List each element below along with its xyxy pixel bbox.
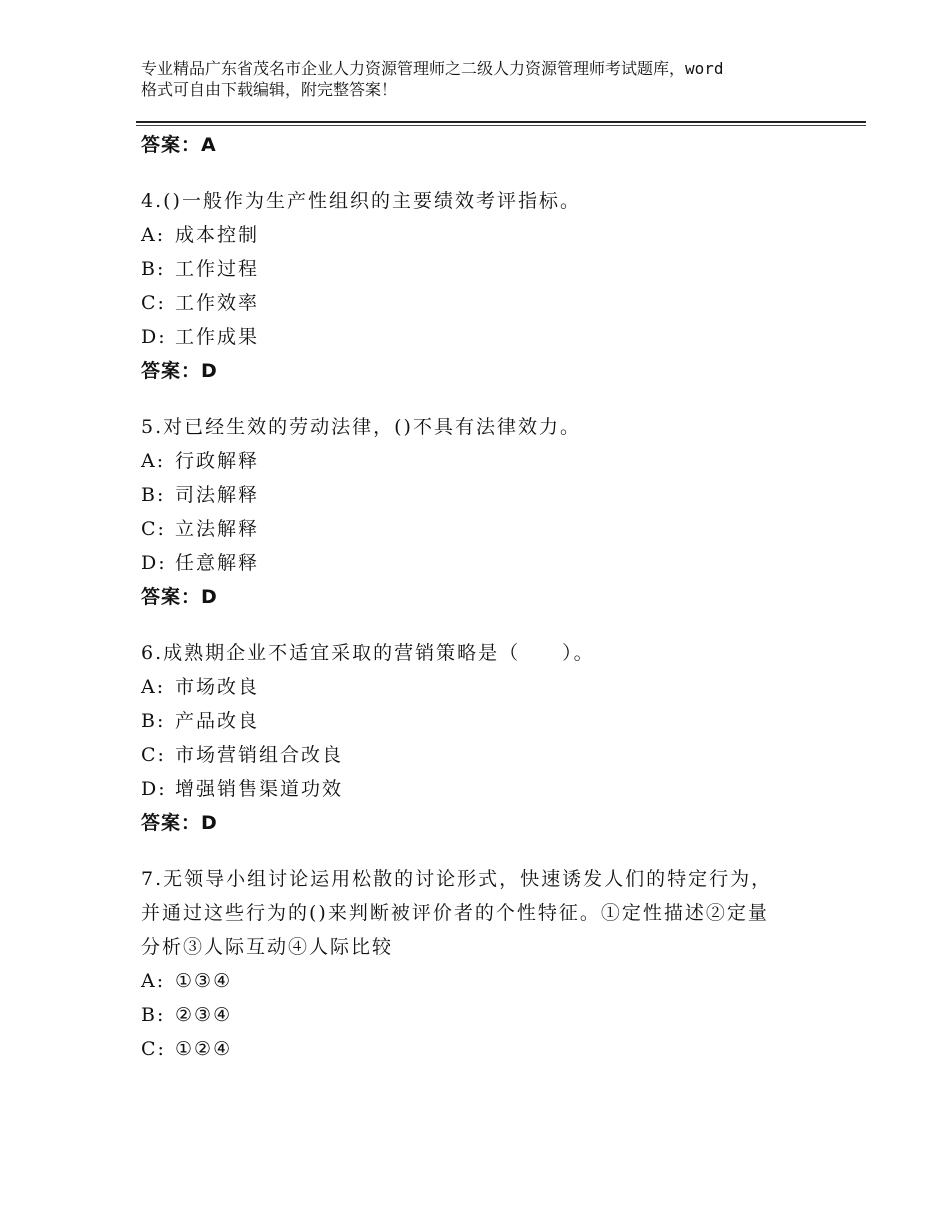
- option-key: C:: [141, 1038, 166, 1060]
- question-7: [141, 862, 841, 1066]
- option-text: ①②④: [175, 1038, 233, 1060]
- option-text: 市场营销组合改良: [175, 744, 344, 766]
- option-c: [141, 286, 841, 320]
- question-4: [141, 184, 841, 388]
- question-stem-line-2: 并通过这些行为的()来判断被评价者的个性特征。①定性描述②定量: [141, 902, 769, 924]
- question-list: [141, 128, 841, 1066]
- answer-q4: 答案：D: [141, 360, 218, 382]
- option-text: 成本控制: [175, 224, 260, 246]
- header-line-1: 专业精品广东省茂名市企业人力资源管理师之二级人力资源管理师考试题库，word: [141, 59, 724, 78]
- header-divider-thin: [136, 125, 866, 126]
- option-text: 行政解释: [175, 450, 260, 472]
- question-stem-line-1: 7.无领导小组讨论运用松散的讨论形式，快速诱发人们的特定行为，: [141, 868, 773, 890]
- option-c: [141, 738, 841, 772]
- document-header: [141, 58, 841, 100]
- option-key: A:: [141, 450, 166, 472]
- option-text: 工作效率: [175, 292, 260, 314]
- option-key: C:: [141, 744, 166, 766]
- option-key: B:: [141, 1004, 166, 1026]
- option-d: [141, 546, 841, 580]
- option-c: [141, 512, 841, 546]
- option-key: D:: [141, 552, 167, 574]
- option-d: [141, 772, 841, 806]
- question-stem: 6.成熟期企业不适宜采取的营销策略是（ ）。: [141, 642, 595, 664]
- option-text: ①③④: [175, 970, 233, 992]
- option-b: [141, 478, 841, 512]
- option-a: [141, 964, 841, 998]
- option-key: C:: [141, 518, 166, 540]
- option-text: 工作成果: [175, 326, 260, 348]
- answer-q5: 答案：D: [141, 586, 218, 608]
- option-key: A:: [141, 224, 166, 246]
- option-text: 工作过程: [175, 258, 260, 280]
- option-b: [141, 998, 841, 1032]
- question-stem: 5.对已经生效的劳动法律，()不具有法律效力。: [141, 416, 581, 438]
- option-text: 司法解释: [175, 484, 260, 506]
- header-line-2: 格式可自由下载编辑，附完整答案！: [141, 80, 398, 99]
- option-key: C:: [141, 292, 166, 314]
- option-a: [141, 444, 841, 478]
- answer-q6: 答案：D: [141, 812, 218, 834]
- option-key: A:: [141, 676, 166, 698]
- option-a: [141, 670, 841, 704]
- header-divider-thick: [136, 121, 866, 123]
- answer-q3: 答案：A: [141, 134, 217, 156]
- option-text: 增强销售渠道功效: [175, 778, 344, 800]
- option-text: 产品改良: [175, 710, 260, 732]
- option-text: ②③④: [175, 1004, 233, 1026]
- option-key: D:: [141, 778, 167, 800]
- option-d: [141, 320, 841, 354]
- option-b: [141, 252, 841, 286]
- option-text: 立法解释: [175, 518, 260, 540]
- option-text: 任意解释: [175, 552, 260, 574]
- option-c: [141, 1032, 841, 1066]
- option-key: B:: [141, 710, 166, 732]
- option-key: D:: [141, 326, 167, 348]
- question-stem: 4.()一般作为生产性组织的主要绩效考评指标。: [141, 190, 581, 212]
- option-b: [141, 704, 841, 738]
- option-text: 市场改良: [175, 676, 260, 698]
- option-a: [141, 218, 841, 252]
- question-5: [141, 410, 841, 614]
- option-key: A:: [141, 970, 166, 992]
- option-key: B:: [141, 484, 166, 506]
- option-key: B:: [141, 258, 166, 280]
- question-stem-line-3: 分析③人际互动④人际比较: [141, 936, 394, 958]
- question-6: [141, 636, 841, 840]
